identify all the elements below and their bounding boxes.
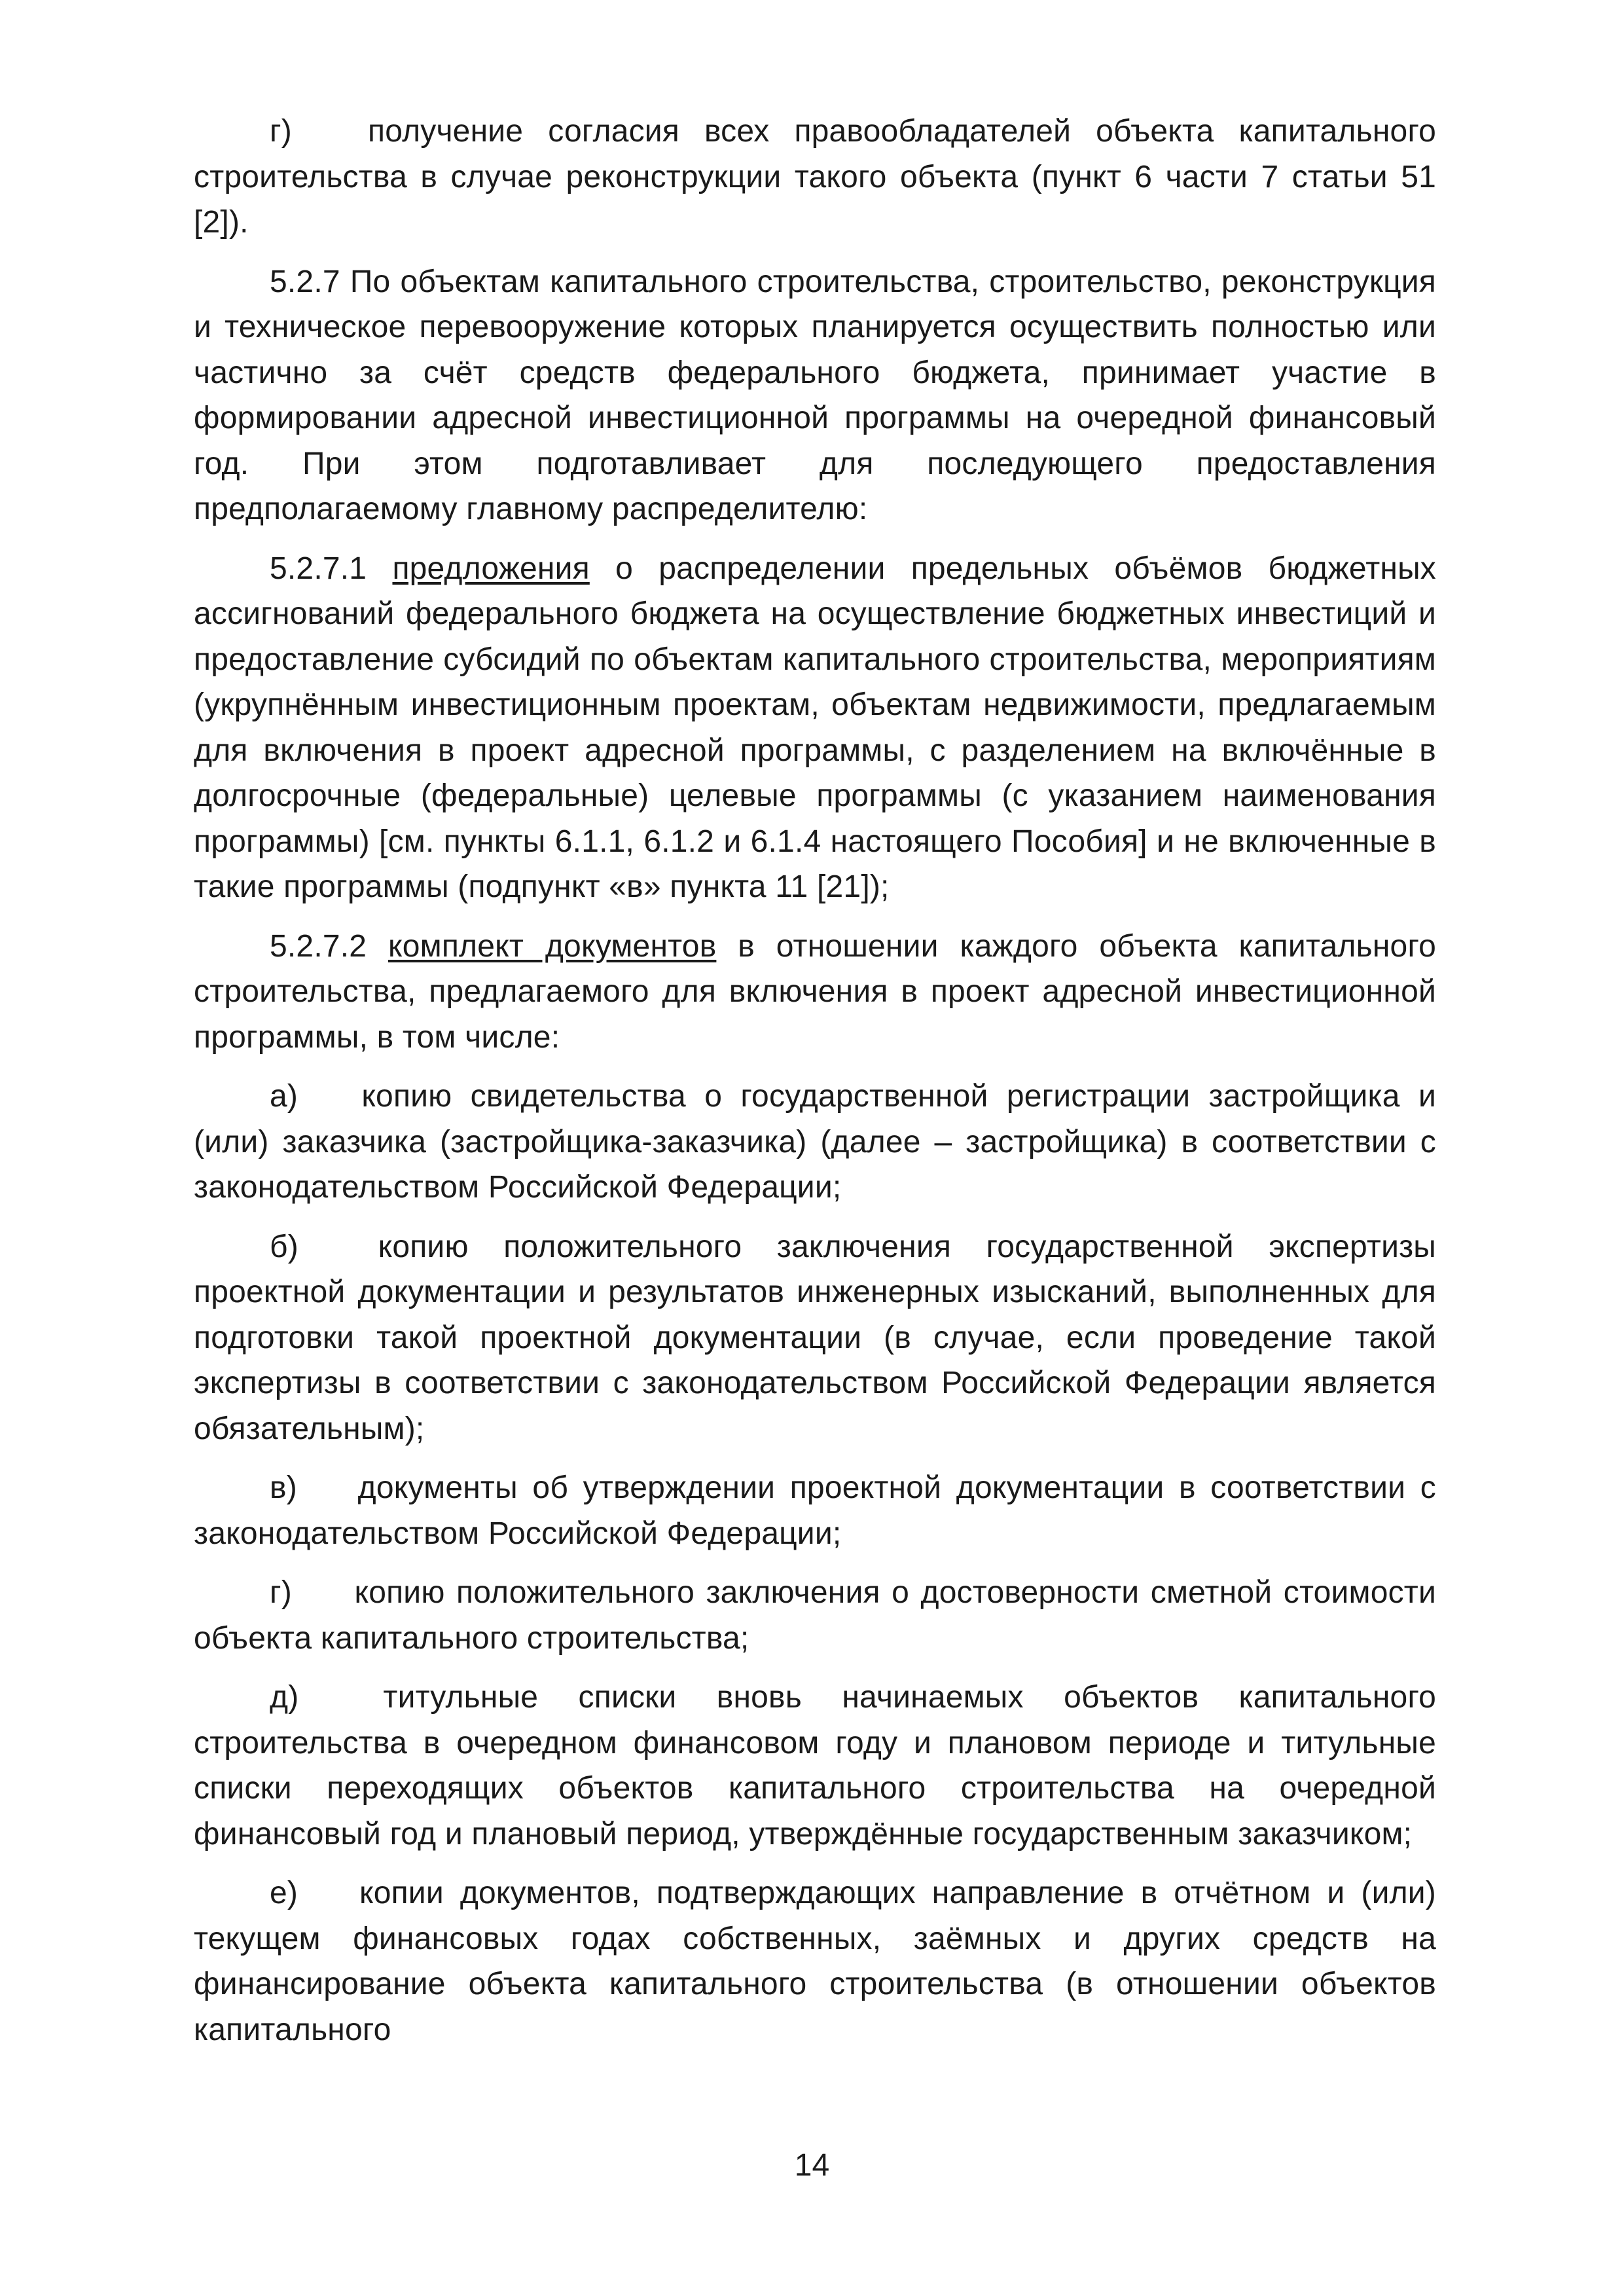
- paragraph-text: копию положительного заключения государственной экспертизы проектной документации и результатов инженерных изысканий, выполненных для подготовки такой проектной документации (в случае, если проведение такой экспертизы в соответствии с законодательством Российской Федерации является обязательным);: [194, 1229, 1436, 1446]
- clause-number: 5.2.7.2: [270, 928, 367, 964]
- paragraph-item-v: [194, 1465, 1436, 1556]
- clause-number: 5.2.7.1: [270, 551, 367, 586]
- paragraph-text: о распределении предельных объёмов бюджетных ассигнований федерального бюджета на осуществление бюджетных инвестиций и предоставление субсидий по объектам капитального строительства, мероприятиям (укрупнённым инвестиционным проектам, объектам недвижимости, предлагаемым для включения в проект адресной программы, с разделением на включённые в долгосрочные (федеральные) целевые программы (с указанием наименования программы) [см. пункты 6.1.1, 6.1.2 и 6.1.4 настоящего Пособия] и не включенные в такие программы (подпункт «в» пункта 11 [21]);: [194, 551, 1436, 904]
- underlined-term: предложения: [392, 551, 590, 586]
- paragraph-text: получение согласия всех правообладателей объекта капитального строительства в случае реконструкции такого объекта (пункт 6 части 7 статьи 51 [2]).: [194, 114, 1436, 240]
- page-number: 14: [794, 2148, 830, 2183]
- paragraph-text: копию свидетельства о государственной регистрации застройщика и (или) заказчика (застройщика-заказчика) (далее – застройщика) в соответствии с законодательством Российской Федерации;: [194, 1079, 1436, 1205]
- list-marker: в): [270, 1470, 297, 1505]
- paragraph-item-e: [194, 1870, 1436, 2052]
- list-marker: д): [270, 1680, 299, 1715]
- paragraph-item-d: [194, 1675, 1436, 1857]
- paragraph-item-g: [194, 1570, 1436, 1661]
- paragraph-item-a: [194, 1074, 1436, 1211]
- list-marker: а): [270, 1079, 298, 1114]
- paragraph-5-2-7-1: [194, 546, 1436, 910]
- list-marker: г): [270, 114, 292, 149]
- paragraph-item-g-consent: [194, 109, 1436, 246]
- paragraph-text: титульные списки вновь начинаемых объектов капитального строительства в очередном финансовом году и плановом периоде и титульные списки переходящих объектов капитального строительства на очередной финансовый год и плановый период, утверждённые государственным заказчиком;: [194, 1680, 1436, 1851]
- paragraph-text: в отношении каждого объекта капитального строительства, предлагаемого для включения в проект адресной инвестиционной программы, в том числе:: [194, 928, 1436, 1055]
- paragraph-item-b: [194, 1224, 1436, 1452]
- list-marker: е): [270, 1876, 298, 1910]
- paragraph-text: 5.2.7 По объектам капитального строительства, строительство, реконструкция и техническое перевооружение которых планируется осуществить полностью или частично за счёт средств федерального бюджета, принимает участие в формировании адресной инвестиционной программы на очередной финансовый год. При этом подготавливает для последующего предоставления предполагаемому главному распределителю:: [194, 264, 1436, 526]
- paragraph-text: копии документов, подтверждающих направление в отчётном и (или) текущем финансовых годах собственных, заёмных и других средств на финансирование объекта капитального строительства (в отношении объектов капитального: [194, 1876, 1436, 2047]
- paragraph-5-2-7: [194, 259, 1436, 532]
- page-body: [194, 109, 1436, 2052]
- underlined-term: комплект документов: [388, 928, 717, 964]
- list-marker: б): [270, 1229, 298, 1264]
- paragraph-text: копию положительного заключения о достоверности сметной стоимости объекта капитального строительства;: [194, 1575, 1436, 1656]
- paragraph-text: документы об утверждении проектной документации в соответствии с законодательством Российской Федерации;: [194, 1470, 1436, 1551]
- list-marker: г): [270, 1575, 292, 1610]
- paragraph-5-2-7-2: [194, 924, 1436, 1061]
